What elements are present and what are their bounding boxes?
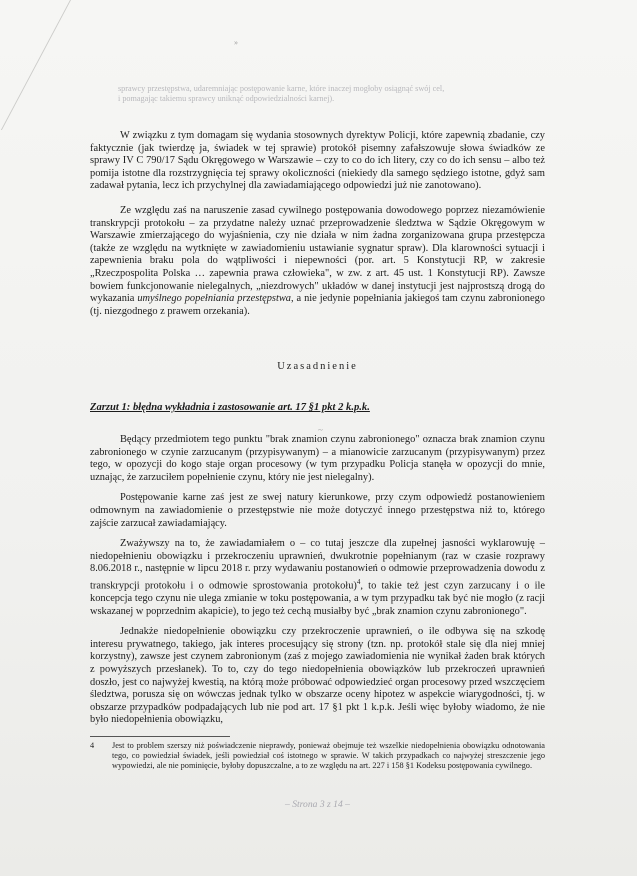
body-top	[90, 130, 545, 318]
paragraph: Jednakże niedopełnienie obowiązku czy przekroczenie uprawnień, o ile odbywa się na szkodę interesu prywatnego, takiego, jak interes procesujący się strony (tzn. np. protokół stale się dla niej mniej korzystny), zawsze jest czynem zabronionym (zaś z mojego zawiadomienia nie wynikał żaden brak których z powyższych przesłanek). To to, czy do tego niedopełnienia obowiązków lub przekroczeń uprawnień doszło, jest co najwyżej kwestią, na którą może próbować odpowiedzieć organ procesowy przed wszczęciem śledztwa, porusza się on wówczas jednak tylko w obszarze oceny hipotez w aspekcie wiarygodności, tj. w obszarze przypadków podpadających lub nie pod art. 17 §1 pkt 1 k.p.k. Jeśli więc byłoby wiadomo, że nie było niedopełnienia obowiązku,	[90, 626, 545, 726]
zarzut-heading: Zarzut 1: błędna wykładnia i zastosowanie art. 17 §1 pkt 2 k.p.k.	[90, 402, 370, 413]
section-heading: Uzasadnienie	[277, 361, 358, 372]
faded-line: i pomagając takiemu sprawcy uniknąć odpowiedzialności karnej).	[118, 94, 335, 103]
footnote-text: Jest to problem szerszy niż poświadczenie nieprawdy, ponieważ obejmuje też wszelkie niedopełnienia obowiązku odnotowania tego, co powiedział świadek, jeśli powiedział coś istotnego w sprawie. W takich przypadkach co najwyżej streszczenie jego wypowiedzi, ale nie pominięcie, byłoby dopuszczalne, a to ze względu na art. 227 i 158 §1 Kodeksu postępowania cywilnego.	[112, 741, 545, 771]
paragraph: Postępowanie karne zaś jest ze swej natury kierunkowe, przy czym odpowiedź postanowieniem odmownym na zawiadomienie o przestępstwie nie może dotyczyć innego przestępstwa niż to, którego zajście zarzucał zawiadamiający.	[90, 492, 545, 529]
stray-mark: »	[234, 38, 238, 47]
footnote-divider	[90, 736, 230, 737]
paper-fold-line	[0, 0, 71, 130]
faded-line: sprawcy przestępstwa, udaremniając postępowanie karne, które inaczej mogłoby osiągnąć swój cel,	[118, 84, 445, 93]
paragraph: Będący przedmiotem tego punktu "brak znamion czynu zabronionego" oznacza brak znamion czynu zabronionego w czynie zarzucanym (przypisywanym) – a mianowicie zarzucanym (przypisywanym) przez tego, w opozycji do kogo staje organ procesowy (w tym przypadku Policja stanęła w opozycji do mnie, uznając, że zarzuciłem popełnienie czynu, który nie jest nielegalny).	[90, 434, 545, 483]
body-bottom	[90, 434, 545, 727]
footnote-ref: 4	[356, 577, 361, 586]
paragraph: Zważywszy na to, że zawiadamiałem o – co tutaj jeszcze dla zupełnej jasności wyklarowuję – niedopełnieniu obowiązku i przekroczeniu uprawnień, dwukrotnie popełnianym (raz w czasie rozprawy 8.06.2018 r., następnie w lipcu 2018 r. przy wydawaniu postanowień o odmowie przeprowadzenia dowodu z transkrypcji protokołu i o odmowie sprostowania protokołu)$^4$, to takie też jest czyn zarzucany i o ile koncepcja tego czynu nie ulega zmianie w toku postępowania, a w tym przypadku tak być nie mogło (z racji wskazanej w poprzednim akapicie), to jego też cechą musiałby być „brak znamion czynu zabronionego".	[90, 538, 546, 617]
page-number: – Strona 3 z 14 –	[285, 799, 350, 810]
faded-text-block	[118, 84, 538, 104]
stray-mark-2: ~	[318, 425, 323, 435]
footnote	[90, 741, 545, 772]
paragraph: W związku z tym domagam się wydania stosownych dyrektyw Policji, które zapewnią zbadanie, czy faktycznie (jak twierdzę ja, świadek w tej sprawie) protokół pisemny zafałszowuje słowa świadków ze sprawy IV C 790/17 Sądu Okręgowego w Warszawie – czy to co do ich litery, czy co do ich sensu – albo też pomija istotne dla rozstrzygnięcia tej sprawy okoliczności (niekiedy dla samego sędziego istotne, gdyż sam zadawał pytania, lecz ich przychylnej dla zawiadamiającego odpowiedzi już nie zanotowano).	[90, 130, 545, 192]
emphasis-text: umyślnego popełniania przestępstwa	[137, 293, 291, 305]
footnote-number: 4	[90, 741, 95, 750]
paragraph: Ze względu zaś na naruszenie zasad cywilnego postępowania dowodowego poprzez niezamówienie transkrypcji protokołu – za przydatne należy uznać przeprowadzenie śledztwa w Sądzie Okręgowym w Warszawie zmierzającego do wyjaśnienia, czy nie działa w nim żadna zorganizowana grupa przestępcza (także ze względu na wytknięte w zawiadomieniu ustawianie sygnatur spraw). Dla klarowności sytuacji i zapewnienia braku pola do wątpliwości i niepewności (por. art. 5 Konstytucji RP, w zakresie „Rzeczpospolita Polska … zapewnia prawa człowieka", w zw. z art. 45 ust. 1 Konstytucji RP). Zawsze bowiem funkcjonowanie nielegalnych, „niezdrowych" układów w danej instytucji jest najprostszą drogą do wykazania umyślnego popełniania przestępstwa, a nie jedynie popełniania jakiegoś tam czynu zabronionego (tj. niezgodnego z prawem orzekania).	[90, 204, 545, 317]
